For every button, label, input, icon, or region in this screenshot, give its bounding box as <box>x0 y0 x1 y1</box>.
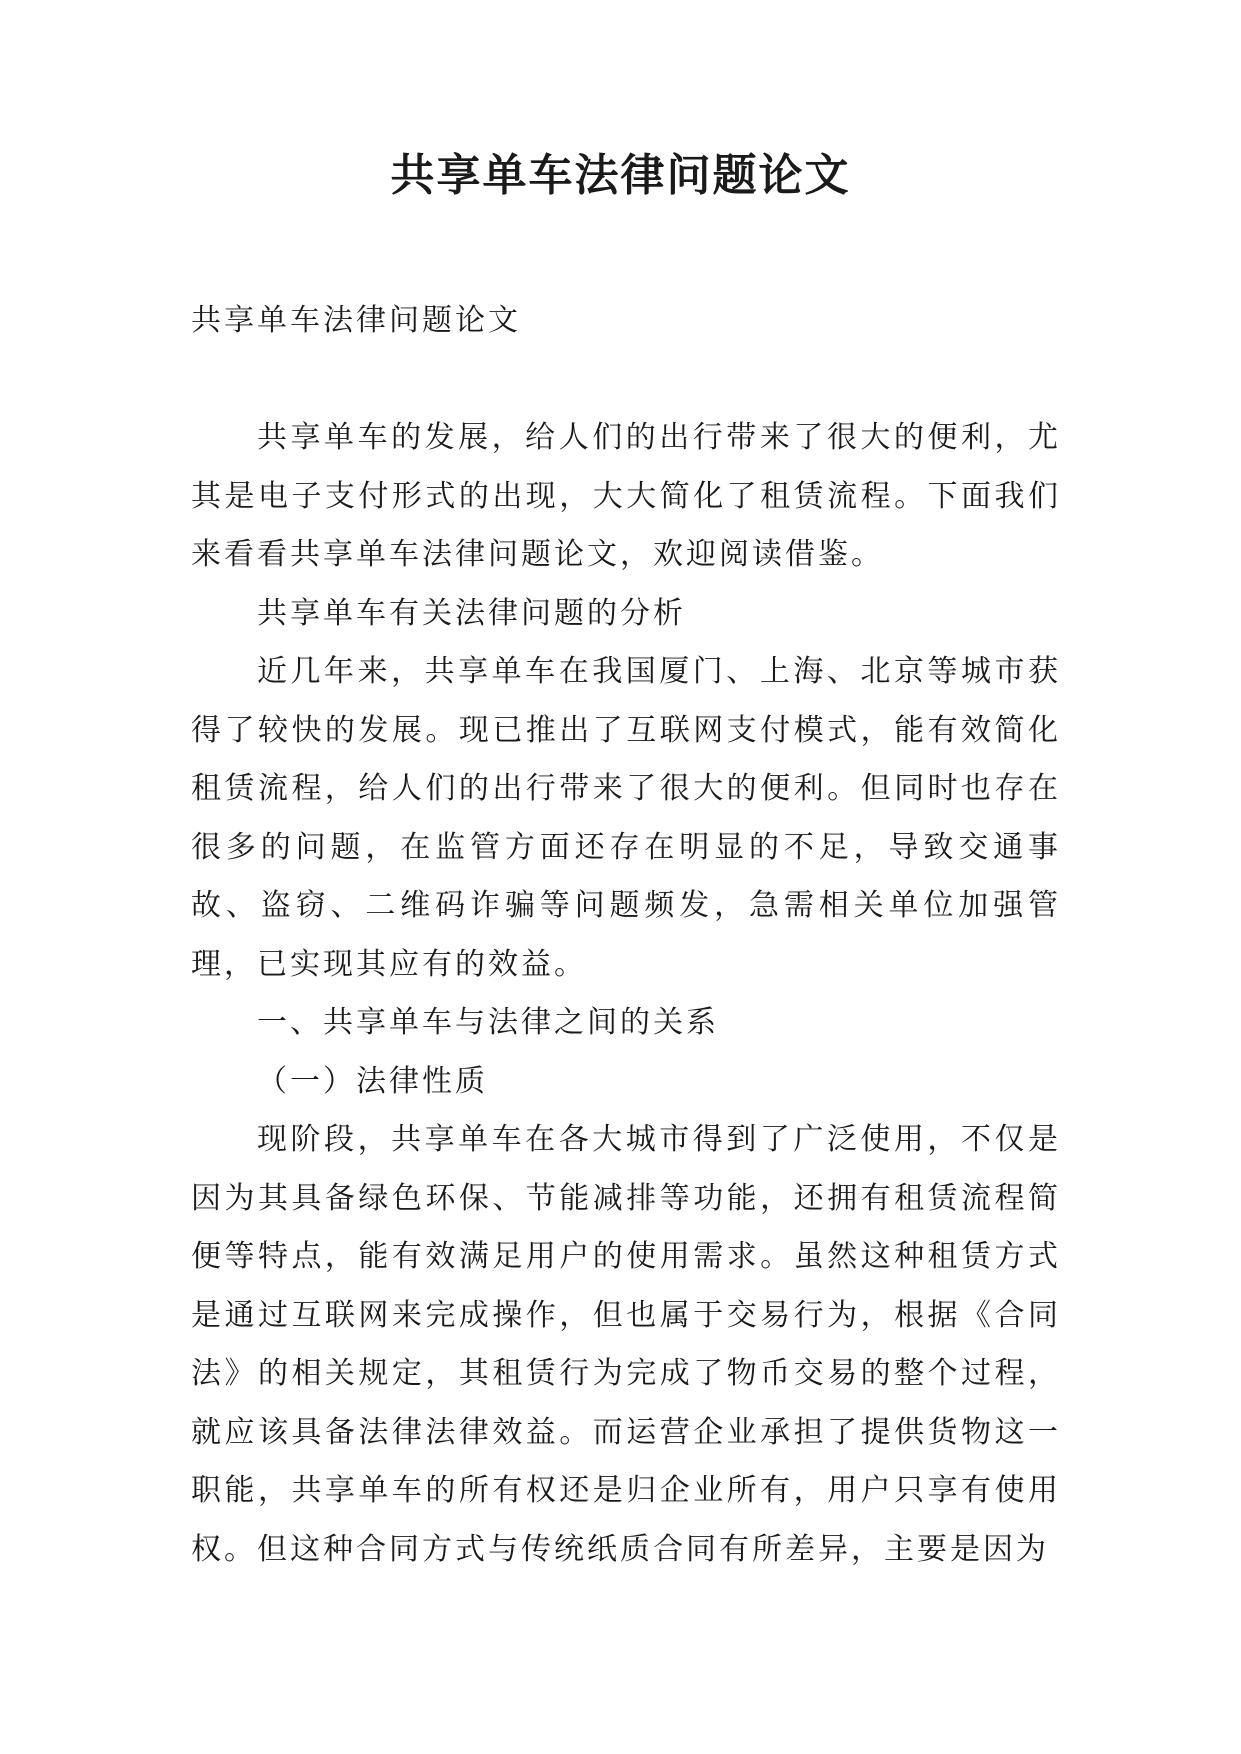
document-body <box>191 292 1061 1579</box>
intro-paragraph: 共享单车的发展，给人们的出行带来了很大的便利，尤其是电子支付形式的出现，大大简化了租赁流程。下面我们来看看共享单车法律问题论文，欢迎阅读借鉴。 <box>191 420 1061 572</box>
section-heading: 一、共享单车与法律之间的关系 <box>257 1005 719 1040</box>
document-title: 共享单车法律问题论文 <box>390 150 851 201</box>
subtitle-paragraph: 共享单车法律问题论文 <box>191 303 521 338</box>
section-heading: 共享单车有关法律问题的分析 <box>257 595 686 631</box>
subsection-heading: （一）法律性质 <box>257 1063 488 1099</box>
body-paragraph: 现阶段，共享单车在各大城市得到了广泛使用，不仅是因为其具备绿色环保、节能减排等功能，还拥有租赁流程简便等特点，能有效满足用户的使用需求。虽然这种租赁方式是通过互联网来完成操作，但也属于交易行为，根据《合同法》的相关规定，其租赁行为完成了物币交易的整个过程，就应该具备法律法律效益。而运营企业承担了提供货物这一职能，共享单车的所有权还是归企业所有，用户只享有使用权。但这种合同方式与传统纸质合同有所差异，主要是因为 <box>191 1122 1061 1567</box>
body-paragraph: 近几年来，共享单车在我国厦门、上海、北京等城市获得了较快的发展。现已推出了互联网支付模式，能有效简化租赁流程，给人们的出行带来了很大的便利。但同时也存在很多的问题，在监管方面还存在明显的不足，导致交通事故、盗窃、二维码诈骗等问题频发，急需相关单位加强管理，已实现其应有的效益。 <box>191 654 1061 982</box>
